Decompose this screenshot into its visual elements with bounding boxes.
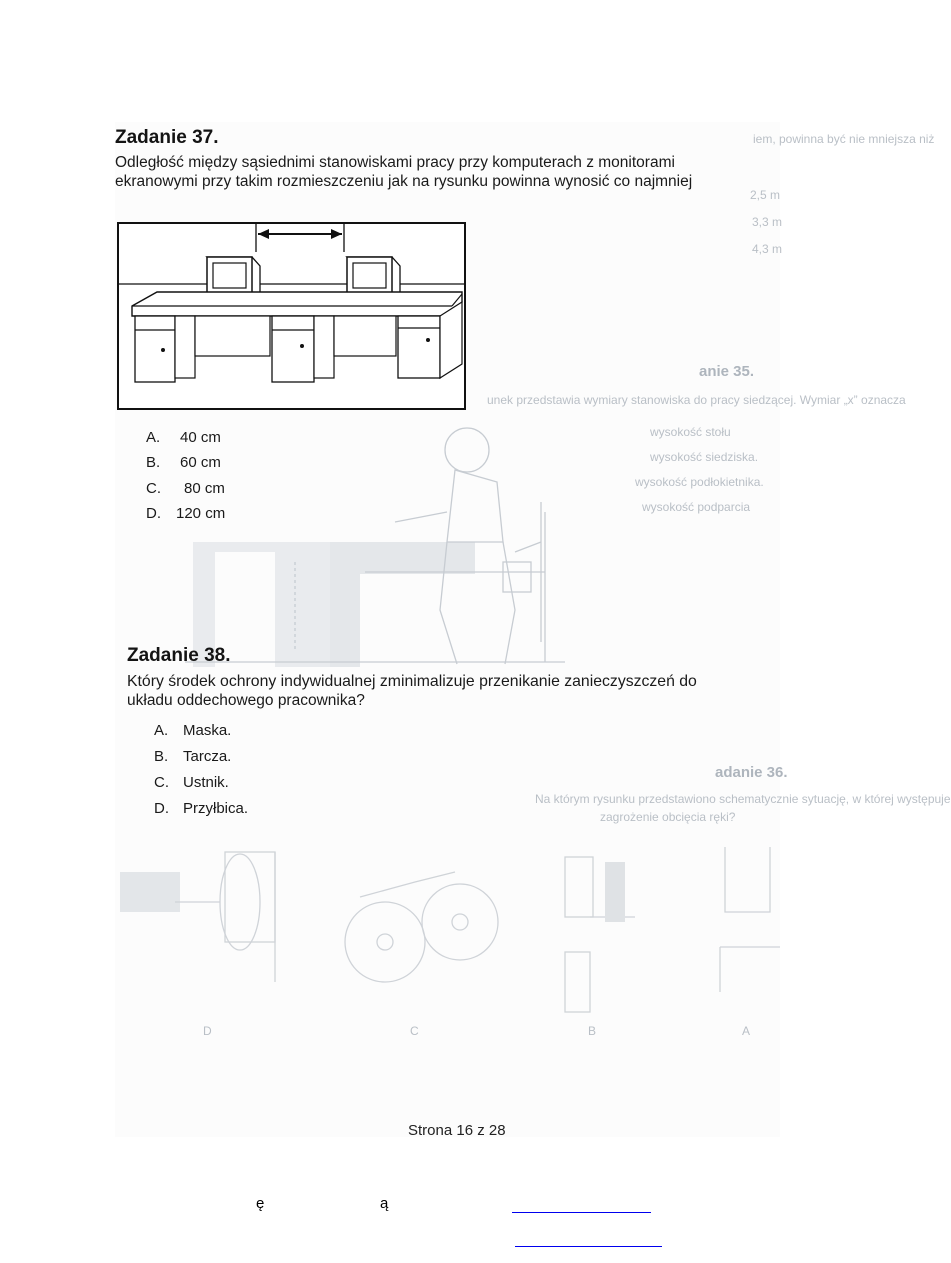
bleed-question-35: unek przedstawia wymiary stanowiska do pracy siedzącej. Wymiar „x” oznacza bbox=[487, 393, 906, 407]
task-37-question-line1: Odległość między sąsiednimi stanowiskami pracy przy komputerach z monitorami bbox=[115, 154, 675, 171]
bleed-question-36-line1: Na którym rysunku przedstawiono schematycznie sytuację, w której występuje bbox=[535, 792, 951, 806]
task-38-option[interactable]: B. Tarcza. bbox=[154, 748, 232, 765]
hyperlink-underline[interactable] bbox=[515, 1246, 662, 1247]
task-37-option[interactable]: B. 60 cm bbox=[146, 454, 221, 471]
hyperlink-underline[interactable] bbox=[512, 1212, 651, 1213]
bleed-figure-label: A bbox=[742, 1024, 751, 1038]
bleed-figure-label: B bbox=[588, 1024, 597, 1038]
bleed-q35-d: wysokość podparcia bbox=[642, 500, 751, 514]
bleed-heading-35: anie 35. bbox=[699, 363, 755, 380]
task-38-option[interactable]: C. Ustnik. bbox=[154, 774, 229, 791]
bleed-line: iem, powinna być nie mniejsza niż bbox=[753, 132, 935, 146]
task-38-option[interactable]: A. Maska. bbox=[154, 722, 232, 739]
workstations-illustration bbox=[117, 222, 467, 412]
task-37-option[interactable]: C. 80 cm bbox=[146, 480, 225, 497]
task-37-question-line2: ekranowymi przy takim rozmieszczeniu jak na rysunku powinna wynosić co najmniej bbox=[115, 173, 693, 190]
bleed-q35-a: wysokość stołu bbox=[650, 425, 731, 439]
bleed-figure-label: D bbox=[203, 1024, 212, 1038]
task-38-question-line2: układu oddechowego pracownika? bbox=[127, 692, 365, 709]
bleed-workstation-figure bbox=[185, 412, 645, 682]
task-38-question-line1: Który środek ochrony indywidualnej zminimalizuje przenikanie zanieczyszczeń do bbox=[127, 673, 697, 690]
task-37-option[interactable]: A. 40 cm bbox=[146, 429, 221, 446]
task-37-heading: Zadanie 37. bbox=[115, 127, 219, 148]
task-38-option[interactable]: D. Przyłbica. bbox=[154, 800, 249, 817]
task-38-heading: Zadanie 38. bbox=[127, 645, 231, 666]
bottom-char-e-ogonek: ę bbox=[256, 1195, 265, 1212]
bleed-option-a: 2,5 m bbox=[750, 188, 781, 202]
bleed-option-d: 4,3 m bbox=[752, 242, 783, 256]
bleed-question-36-line2: zagrożenie obcięcia ręki? bbox=[600, 810, 736, 824]
bleed-q35-b: wysokość siedziska. bbox=[650, 450, 759, 464]
bleed-q35-c: wysokość podłokietnika. bbox=[635, 475, 764, 489]
bleed-machines-figure bbox=[115, 842, 780, 1012]
bleed-heading-36: adanie 36. bbox=[715, 764, 788, 781]
task-37-option[interactable]: D. 120 cm bbox=[146, 505, 226, 522]
bleed-option-c: 3,3 m bbox=[752, 215, 783, 229]
page-number: Strona 16 z 28 bbox=[408, 1122, 506, 1139]
bleed-figure-label: C bbox=[410, 1024, 419, 1038]
bottom-char-a-ogonek: ą bbox=[380, 1195, 389, 1212]
